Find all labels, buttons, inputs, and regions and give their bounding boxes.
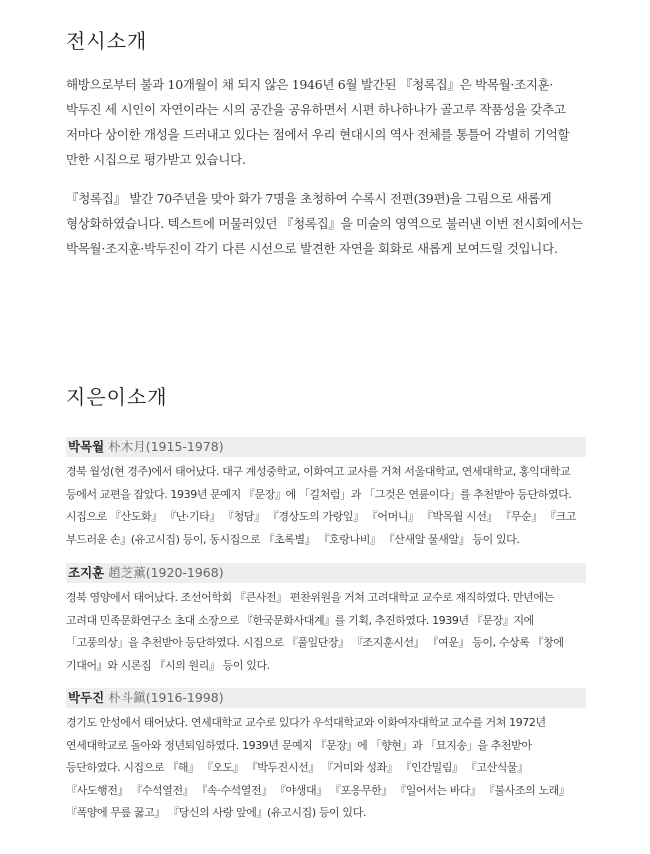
author-name: 조지훈 [68, 565, 105, 580]
author-name: 박목월 [68, 439, 105, 454]
exhibition-intro-paragraph-1: 해방으로부터 불과 10개월이 채 되지 않은 1946년 6월 발간된 『청록집』은 박목월·조지훈·박두진 세 시인이 자연이라는 시의 공간을 공유하면서 시편 하나하나가 골고루 작품성을 갖추고 저마다 상이한 개성을 드러내고 있다는 점에서 우리 현대시의 역사 전체를 통틀어 각별히 기억할 만한 시집으로 평가받고 있습니다. [66, 77, 570, 167]
exhibition-intro-heading: 전시소개 [66, 29, 148, 53]
author-name-bar-jo-jihun [66, 563, 586, 583]
exhibition-intro-paragraph-2: 『청록집』 발간 70주년을 맞아 화가 7명을 초청하여 수록시 전편(39편)을 그림으로 새롭게 형상화하였습니다. 텍스트에 머물러있던 『청록집』을 미술의 영역으로 불러낸 이번 전시회에서는 박목월·조지훈·박두진이 각기 다른 시선으로 발견한 자연을 회화로 새롭게 보여드릴 것입니다. [66, 191, 583, 256]
author-name-bar-park-mokwol [66, 437, 586, 457]
author-hanja-years: 趙芝薰(1920-1968) [104, 565, 224, 580]
author-bio-park-mokwol: 경북 월성(현 경주)에서 태어났다. 대구 계성중학교, 이화여고 교사를 거쳐 서울대학교, 연세대학교, 홍익대학교 등에서 교편을 잡았다. 1939년 문예지 『문장』에 「길처럼」과 「그것은 연륜이다」를 추천받아 등단하였다. 시집으로 『산도화』 『난·기타』 『청담』 『경상도의 가랑잎』 『어머니』 『박목월 시선』 『무순』 『크고 부드러운 손』(유고시집) 등이, 동시집으로 『초록별』 『호랑나비』 『산새알 물새알』 등이 있다. [66, 465, 577, 546]
author-name: 박두진 [68, 690, 105, 705]
author-bio-park-dujin: 경기도 안성에서 태어났다. 연세대학교 교수로 있다가 우석대학교와 이화여자대학교 교수를 거쳐 1972년 연세대학교로 돌아와 정년퇴임하였다. 1939년 문예지 『문장』에 「향현」과 「묘지송」을 추천받아 등단하였다. 시집으로 『해』 『오도』 『박두진시선』 『거미와 성좌』 『인간밀림』 『고산식물』 『사도행전』 『수석열전』 『속·수석열전』 『야생대』 『포옹무한』 『일어서는 바다』 『불사조의 노래』 『폭양에 무릎 꿇고』 『당신의 사랑 앞에』(유고시집) 등이 있다. [66, 716, 570, 819]
author-hanja-years: 朴木月(1915-1978) [104, 439, 224, 454]
authors-heading: 지은이소개 [66, 385, 168, 409]
author-name-bar-park-dujin [66, 688, 586, 708]
author-hanja-years: 朴斗鎭(1916-1998) [104, 690, 224, 705]
author-bio-jo-jihun: 경북 영양에서 태어났다. 조선어학회 『큰사전』 편찬위원을 거쳐 고려대학교 교수로 재직하였다. 만년에는 고려대 민족문화연구소 초대 소장으로 『한국문화사대계』를 기획, 추진하였다. 1939년 『문장』지에 「고풍의상」을 추천받아 등단하였다. 시집으로 『풀잎단장』 『조지훈시선』 『여운』 등이, 수상록 『창에 기대어』와 시론집 『시의 원리』 등이 있다. [66, 591, 564, 672]
